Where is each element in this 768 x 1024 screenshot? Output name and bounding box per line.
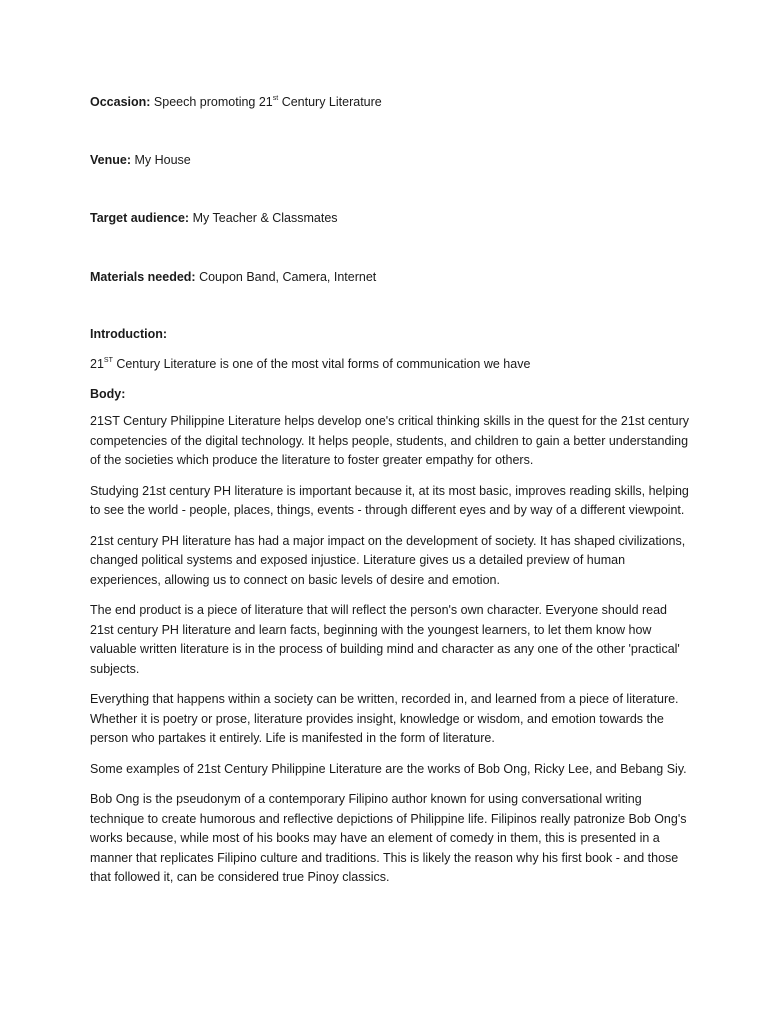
body-paragraph: 21ST Century Philippine Literature helps develop one's critical thinking skills in the quest for the 21st century competencies of the digital technology. It helps people, students, and children to gain a better understanding of the societies which produce the literature to foster greater empathy for others. xyxy=(90,414,690,467)
body-paragraph: Bob Ong is the pseudonym of a contemporary Filipino author known for using conversational writing technique to create humorous and reflective depictions of Philippine life. Filipinos really patronize Bob Ong's works because, while most of his books may have an element of comedy in them, this is presented in a manner that replicates Filipino culture and traditions. This is likely the reason why his first book - and those that followed it, can be considered true Pinoy classics. xyxy=(90,792,687,884)
body-paragraph: Studying 21st century PH literature is important because it, at its most basic, improves reading skills, helping to see the world - people, places, things, events - through different eyes and by way of a different viewpoint. xyxy=(90,483,689,517)
occasion-value-rest: Century Literature xyxy=(278,95,382,109)
audience-line xyxy=(90,210,338,226)
introduction-text-main: 21 xyxy=(90,357,104,371)
occasion-line xyxy=(90,94,382,110)
occasion-value xyxy=(154,95,382,109)
body-heading: Body: xyxy=(90,387,126,401)
introduction-superscript: ST xyxy=(103,357,113,364)
audience-label: Target audience: xyxy=(90,211,190,225)
body-paragraph: The end product is a piece of literature that will reflect the person's own character. Everyone should read 21st century PH literature and learn facts, beginning with the youngest learners, to let them know how valuable written literature is in the process of building mind and character as any one of the other 'practical' subjects. xyxy=(90,603,680,676)
venue-label: Venue: xyxy=(90,153,131,167)
materials-line xyxy=(90,269,376,285)
introduction-text xyxy=(90,356,530,372)
venue-line xyxy=(90,152,191,168)
body-paragraph: 21st century PH literature has had a major impact on the development of society. It has shaped civilizations, changed political systems and exposed injustice. Literature gives us a detailed preview of human experiences, allowing us to connect on basic levels of desire and emotion. xyxy=(90,533,686,587)
occasion-label: Occasion: xyxy=(90,95,151,109)
body-paragraph: Some examples of 21st Century Philippine Literature are the works of Bob Ong, Ricky Lee, and Bebang Siy. xyxy=(90,761,687,776)
materials-value: Coupon Band, Camera, Internet xyxy=(199,270,377,284)
occasion-value-main: Speech promoting 21 xyxy=(153,95,273,109)
audience-value: My Teacher & Classmates xyxy=(192,211,338,225)
occasion-value-superscript: st xyxy=(272,95,279,102)
venue-value: My House xyxy=(134,153,191,167)
introduction-text-rest: Century Literature is one of the most vital forms of communication we have xyxy=(112,357,531,371)
body-section xyxy=(90,412,690,899)
introduction-heading: Introduction: xyxy=(90,327,168,341)
materials-label: Materials needed: xyxy=(90,270,196,284)
body-paragraph: Everything that happens within a society can be written, recorded in, and learned from a piece of literature. Whether it is poetry or prose, literature provides insight, knowledge or wisdom, and emotion towards the person who partakes it entirely. Life is manifested in the form of literature. xyxy=(90,692,679,745)
